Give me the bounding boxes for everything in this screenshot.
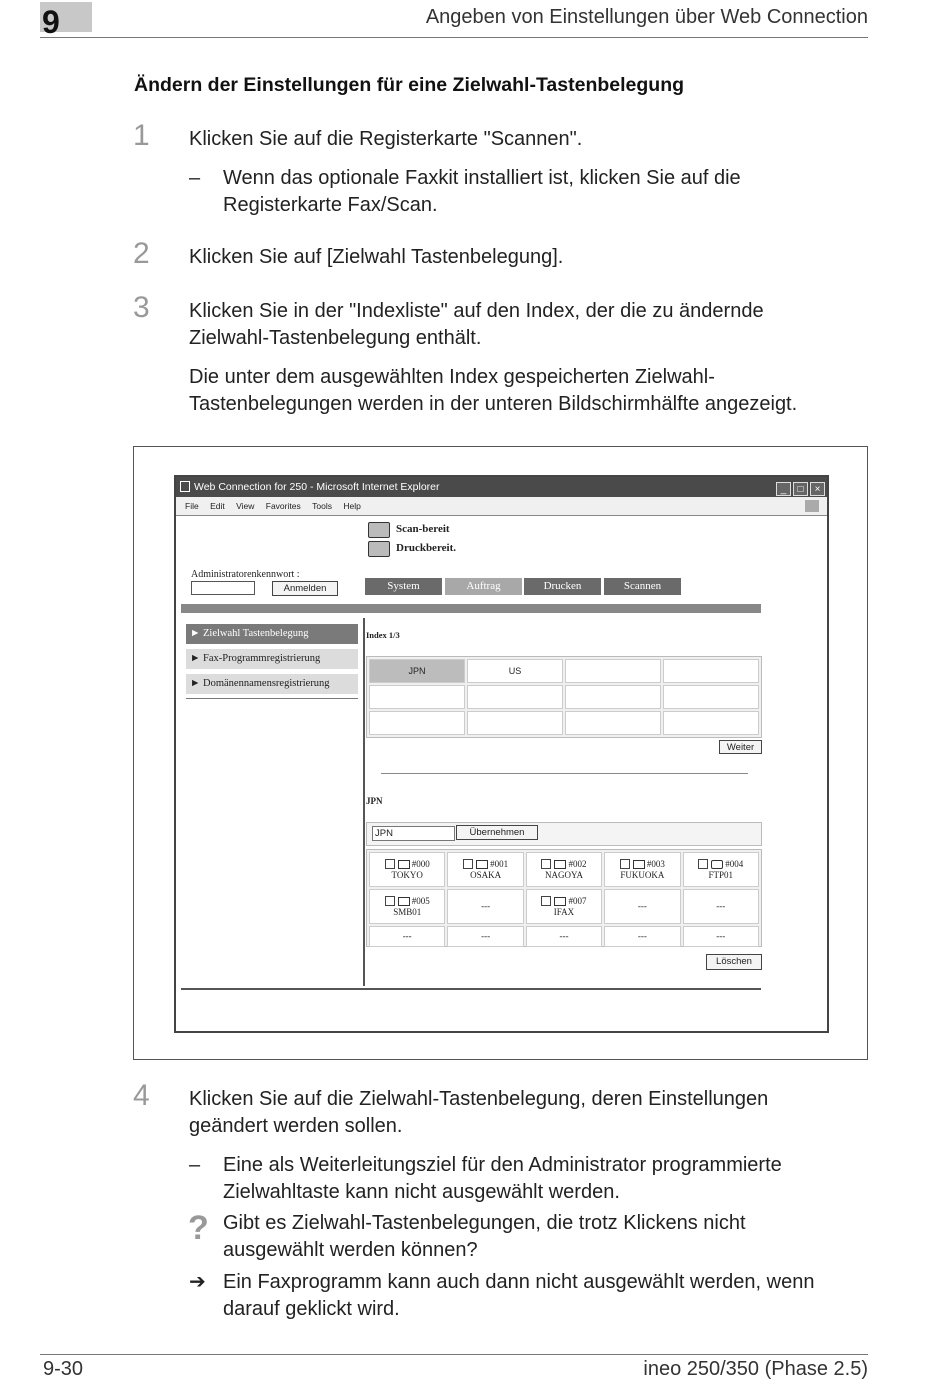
email-icon — [554, 897, 566, 906]
step-2-number: 2 — [133, 237, 150, 270]
windows-logo-icon — [805, 500, 819, 512]
key-cell[interactable] — [369, 852, 445, 887]
content-bottom-divider — [181, 988, 761, 990]
key-name: FUKUOKA — [620, 869, 665, 880]
step-1-sub-line1: Wenn das optionale Faxkit installiert ist, klicken Sie auf die — [223, 167, 741, 189]
printer-icon — [368, 541, 390, 557]
key-checkbox[interactable] — [463, 859, 473, 869]
browser-window — [174, 475, 829, 1033]
section-divider — [381, 773, 748, 774]
menu-edit[interactable]: Edit — [210, 501, 225, 511]
key-checkbox[interactable] — [541, 896, 551, 906]
key-cell[interactable] — [447, 852, 523, 887]
folder-icon — [398, 897, 410, 906]
sidebar-item-zielwahl[interactable]: ► Zielwahl Tastenbelegung — [186, 624, 358, 644]
sidebar-divider — [186, 698, 358, 699]
key-number: #004 — [725, 858, 744, 869]
key-checkbox[interactable] — [385, 896, 395, 906]
step-1-number: 1 — [133, 119, 150, 152]
answer-line2: darauf geklickt wird. — [223, 1298, 400, 1320]
key-number: #003 — [646, 858, 665, 869]
step-3-line1: Klicken Sie in der "Indexliste" auf den Index, der die zu ändernde — [189, 300, 764, 322]
close-icon[interactable]: × — [810, 482, 825, 496]
key-cell-empty: --- — [526, 926, 602, 947]
key-name: NAGOYA — [544, 869, 583, 880]
delete-button[interactable]: Löschen — [706, 954, 762, 970]
email-icon — [633, 860, 645, 869]
tab-system[interactable]: System — [365, 578, 442, 595]
step-3-para-line2: Tastenbelegungen werden in der unteren Bildschirmhälfte angezeigt. — [189, 393, 798, 415]
key-number: #001 — [490, 858, 509, 869]
chapter-number: 9 — [42, 4, 60, 40]
step-3-line2: Zielwahl-Tastenbelegung enthält. — [189, 327, 482, 349]
group-name-input[interactable]: JPN — [372, 826, 455, 841]
key-number: #005 — [411, 895, 430, 906]
admin-password-label: Administratorenkennwort : — [191, 569, 300, 580]
step-4-sub-line2: Zielwahltaste kann nicht ausgewählt werden. — [223, 1181, 620, 1203]
answer-arrow-icon: ➔ — [189, 1271, 206, 1293]
key-name: SMB01 — [393, 906, 422, 917]
page-content — [176, 516, 827, 1031]
menu-view[interactable]: View — [236, 501, 255, 511]
question-line1: Gibt es Zielwahl-Tastenbelegungen, die trotz Klickens nicht — [223, 1212, 746, 1234]
menu-favorites[interactable]: Favorites — [265, 501, 301, 511]
menu-tools[interactable]: Tools — [312, 501, 332, 511]
step-4-dash: – — [189, 1154, 201, 1176]
content-divider — [363, 618, 365, 986]
email-icon — [398, 860, 410, 869]
index-cell[interactable]: JPN — [369, 659, 465, 683]
index-cell[interactable] — [663, 659, 759, 683]
group-label: JPN — [366, 796, 383, 806]
header-divider — [40, 37, 868, 38]
key-name: FTP01 — [708, 869, 734, 880]
tab-scannen[interactable]: Scannen — [604, 578, 681, 595]
menu-help[interactable]: Help — [343, 501, 361, 511]
key-cell[interactable] — [683, 852, 759, 887]
step-4-line1: Klicken Sie auf die Zielwahl-Tastenbelegung, deren Einstellungen — [189, 1088, 769, 1110]
step-4-number: 4 — [133, 1079, 150, 1112]
tab-auftrag[interactable]: Auftrag — [445, 578, 522, 595]
step-3-para-line1: Die unter dem ausgewählten Index gespeicherten Zielwahl- — [189, 366, 715, 388]
key-checkbox[interactable] — [698, 859, 708, 869]
email-icon — [554, 860, 566, 869]
browser-icon — [180, 481, 190, 492]
key-cell-empty: --- — [683, 889, 759, 924]
key-name: OSAKA — [470, 869, 502, 880]
chapter-number-box — [40, 2, 92, 40]
key-checkbox[interactable] — [541, 859, 551, 869]
key-cell[interactable] — [369, 889, 445, 924]
minimize-icon[interactable]: _ — [776, 482, 791, 496]
key-checkbox[interactable] — [385, 859, 395, 869]
admin-password-input[interactable] — [191, 581, 255, 595]
index-label: Index 1/3 — [366, 630, 400, 640]
ftp-icon — [711, 860, 723, 869]
tab-drucken[interactable]: Drucken — [524, 578, 601, 595]
key-cell-empty: --- — [604, 889, 680, 924]
question-line2: ausgewählt werden können? — [223, 1239, 478, 1261]
key-name: IFAX — [553, 906, 575, 917]
email-icon — [476, 860, 488, 869]
window-titlebar — [176, 477, 827, 497]
answer-line1: Ein Faxprogramm kann auch dann nicht ausgewählt werden, wenn — [223, 1271, 815, 1293]
key-number: #007 — [568, 895, 587, 906]
key-cell-empty: --- — [683, 926, 759, 947]
step-3-number: 3 — [133, 291, 150, 324]
key-cell-empty: --- — [369, 926, 445, 947]
question-icon: ? — [188, 1209, 209, 1247]
scan-status: Scan-bereit — [396, 523, 450, 535]
key-checkbox[interactable] — [620, 859, 630, 869]
index-cell[interactable] — [369, 685, 465, 709]
index-cell[interactable] — [467, 711, 563, 735]
maximize-icon[interactable]: □ — [793, 482, 808, 496]
index-cell[interactable] — [663, 685, 759, 709]
key-cell[interactable] — [526, 889, 602, 924]
page-number: 9-30 — [43, 1358, 84, 1380]
index-cell[interactable] — [369, 711, 465, 735]
print-status: Druckbereit. — [396, 542, 456, 554]
step-1-dash: – — [189, 167, 201, 189]
menu-file[interactable]: File — [185, 501, 199, 511]
apply-button[interactable]: Übernehmen — [456, 825, 538, 840]
onetouch-key-grid — [366, 849, 762, 947]
sidebar-item-domain[interactable]: ► Domänennamensregistrierung — [186, 674, 358, 694]
section-title: Ändern der Einstellungen für eine Zielwahl-Tastenbelegung — [134, 74, 685, 96]
key-cell-empty: --- — [447, 926, 523, 947]
step-1-sub-line2: Registerkarte Fax/Scan. — [223, 194, 438, 216]
scanner-icon — [368, 522, 390, 538]
login-button[interactable]: Anmelden — [272, 581, 338, 596]
step-1-text: Klicken Sie auf die Registerkarte "Scannen". — [189, 128, 583, 150]
step-2-text: Klicken Sie auf [Zielwahl Tastenbelegung]. — [189, 246, 564, 268]
index-cell[interactable] — [565, 711, 661, 735]
window-title: Web Connection for 250 - Microsoft Internet Explorer — [194, 481, 440, 493]
index-cell[interactable] — [663, 711, 759, 735]
key-cell[interactable] — [526, 852, 602, 887]
tab-underline-bar — [181, 604, 761, 613]
sidebar-item-fax-program[interactable]: ► Fax-Programmregistrierung — [186, 649, 358, 669]
index-cell[interactable] — [565, 685, 661, 709]
key-number: #000 — [411, 858, 430, 869]
menu-bar — [176, 497, 827, 516]
key-name: TOKYO — [391, 869, 423, 880]
key-number: #002 — [568, 858, 587, 869]
screenshot-figure — [133, 446, 868, 1060]
step-4-sub-line1: Eine als Weiterleitungsziel für den Administrator programmierte — [223, 1154, 782, 1176]
key-cell-empty: --- — [604, 926, 680, 947]
header-title: Angeben von Einstellungen über Web Connection — [425, 6, 868, 28]
next-button[interactable]: Weiter — [719, 740, 762, 754]
footer-divider — [40, 1354, 868, 1355]
index-cell[interactable] — [467, 685, 563, 709]
key-cell[interactable] — [604, 852, 680, 887]
product-name: ineo 250/350 (Phase 2.5) — [643, 1358, 868, 1380]
key-cell-empty: --- — [447, 889, 523, 924]
index-cell[interactable]: US — [467, 659, 563, 683]
index-cell[interactable] — [565, 659, 661, 683]
index-grid — [366, 656, 762, 738]
step-4-line2: geändert werden sollen. — [189, 1115, 403, 1137]
